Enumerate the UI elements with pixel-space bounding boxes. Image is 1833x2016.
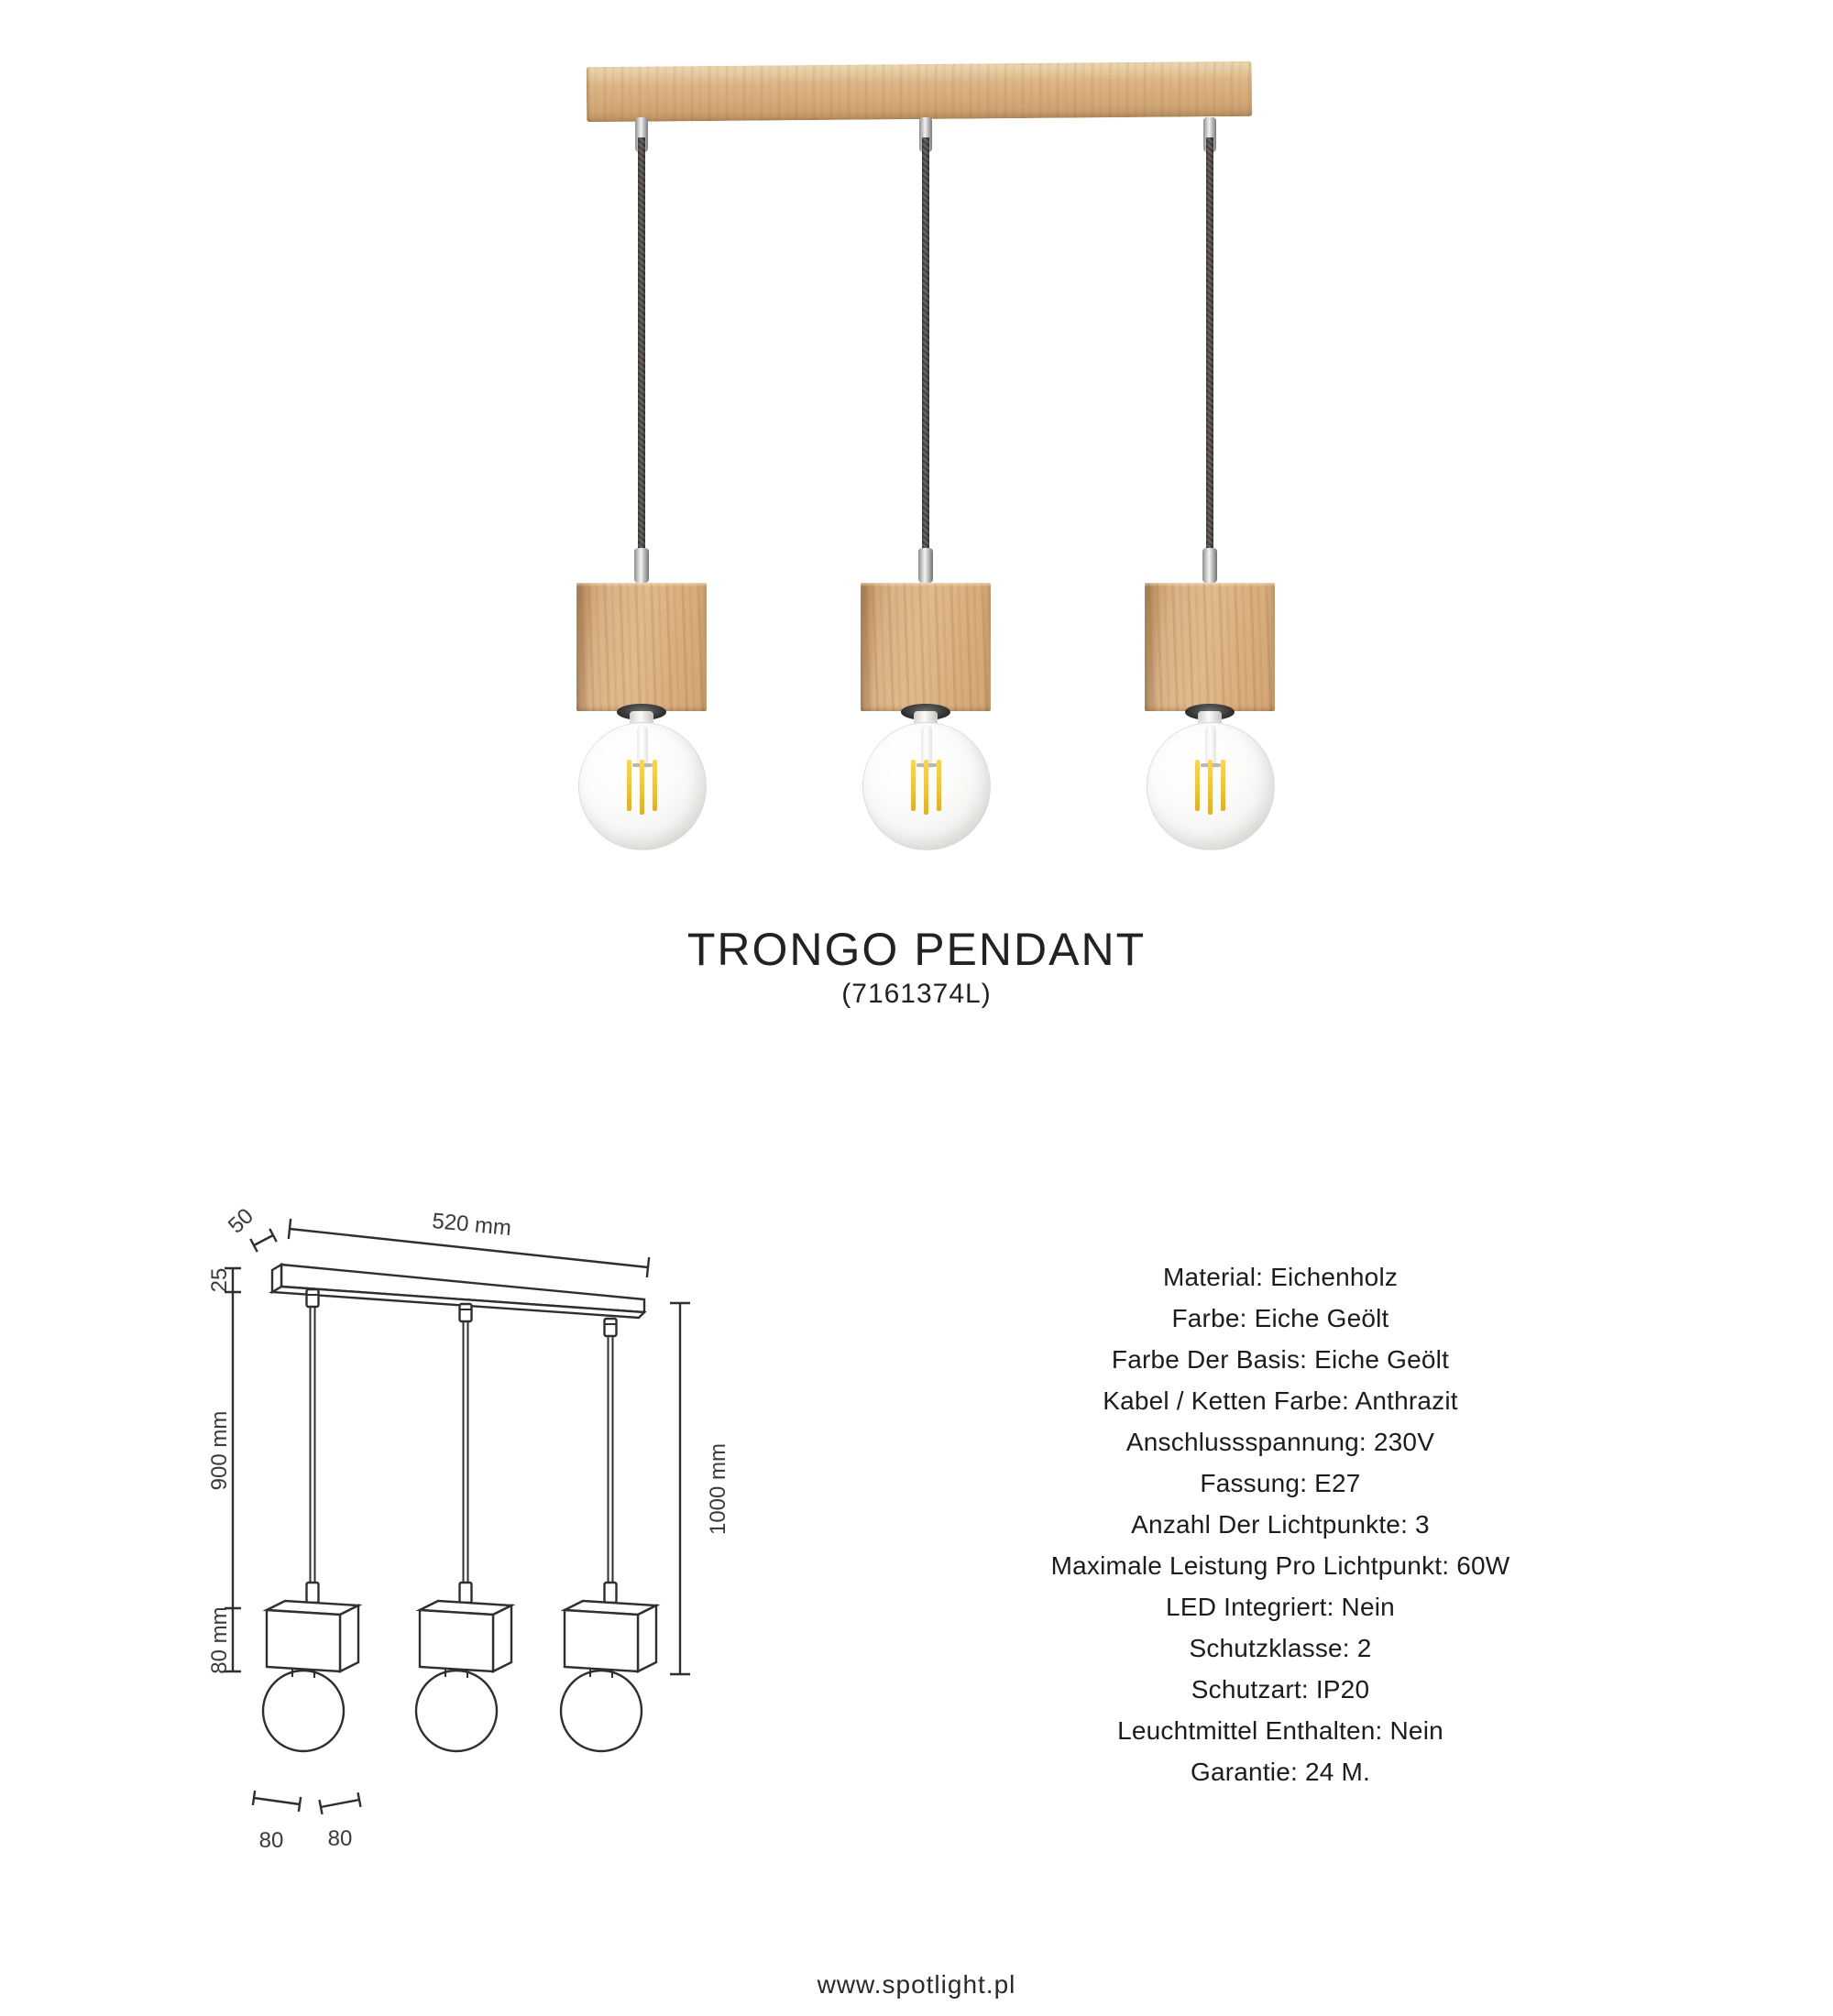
dim-width-label: 520 mm (431, 1208, 513, 1242)
chrome-fitting-bottom (918, 548, 933, 583)
pendant-cable (1206, 137, 1213, 557)
chrome-fitting-bottom (1202, 548, 1217, 583)
page-title: TRONGO PENDANT (686, 924, 1147, 975)
wood-cube (861, 583, 991, 711)
spec-line: Schutzklasse: 2 (1189, 1634, 1372, 1662)
bulb-filament (911, 760, 916, 811)
product-code: (7161374L) (841, 979, 992, 1009)
pendant-cable (638, 137, 645, 557)
bulb-filament (627, 760, 631, 811)
dimension-diagram (128, 1182, 752, 1851)
pendant-right (1141, 115, 1279, 858)
bulb-filament (653, 760, 657, 811)
bulb-filament (1195, 760, 1200, 811)
dim-total-height-label: 1000 mm (706, 1442, 730, 1536)
spec-line: Schutzart: IP20 (1191, 1675, 1370, 1704)
dim-width (289, 1209, 649, 1277)
dim-depth-label: 50 (223, 1203, 258, 1239)
spec-line: Anzahl Der Lichtpunkte: 3 (1131, 1510, 1430, 1539)
diagram-cables (307, 1289, 617, 1603)
dim-cube-depth-label: 80 (327, 1826, 353, 1851)
ceiling-bar-wood (587, 61, 1252, 122)
light-bulb (1147, 722, 1275, 850)
light-bulb (578, 722, 707, 850)
dim-cube-width-label: 80 (258, 1828, 284, 1851)
dim-base-height-label: 25 (207, 1267, 232, 1293)
spec-line: Farbe: Eiche Geölt (1171, 1304, 1389, 1332)
dim-cube-height-label: 80 mm (207, 1606, 232, 1674)
spec-line: Kabel / Ketten Farbe: Anthrazit (1103, 1386, 1458, 1415)
product-photo (0, 0, 1833, 880)
dim-base-height (207, 1268, 241, 1293)
diagram-cubes (267, 1601, 656, 1678)
bulb-filament (937, 760, 941, 811)
footer-website: www.spotlight.pl (817, 1970, 1016, 1999)
bulb-filament (924, 760, 928, 815)
spec-line: Leuchtmittel Enthalten: Nein (1117, 1716, 1443, 1745)
spec-line: Maximale Leistung Pro Lichtpunkt: 60W (1050, 1551, 1510, 1580)
spec-line: Material: Eichenholz (1162, 1263, 1399, 1291)
pendant-left (573, 115, 710, 858)
spec-list (868, 1256, 1693, 1792)
chrome-fitting-bottom (634, 548, 649, 583)
dim-cable-length (207, 1292, 241, 1608)
wood-cube (1145, 583, 1275, 711)
bulb-filament (1221, 760, 1225, 811)
dim-cable-length-label: 900 mm (207, 1410, 232, 1491)
dim-cube-depth (319, 1792, 360, 1851)
bulb-filament (640, 760, 644, 815)
dim-cube-height (207, 1606, 241, 1673)
pendant-center (857, 115, 994, 858)
pendant-cable (922, 137, 929, 557)
spec-line: Anschlussspannung: 230V (1125, 1428, 1435, 1456)
spec-line: LED Integriert: Nein (1166, 1593, 1395, 1621)
spec-line: Garantie: 24 M. (1191, 1758, 1370, 1786)
diagram-ceiling-bar (272, 1265, 644, 1318)
diagram-bulbs (263, 1671, 642, 1751)
dim-cube-width (253, 1791, 301, 1851)
dim-total-height (670, 1303, 730, 1674)
spec-line: Fassung: E27 (1200, 1469, 1361, 1497)
dim-depth (224, 1204, 277, 1253)
light-bulb (862, 722, 991, 850)
spec-line: Farbe Der Basis: Eiche Geölt (1111, 1345, 1450, 1374)
wood-cube (576, 583, 707, 711)
bulb-filament (1208, 760, 1213, 815)
